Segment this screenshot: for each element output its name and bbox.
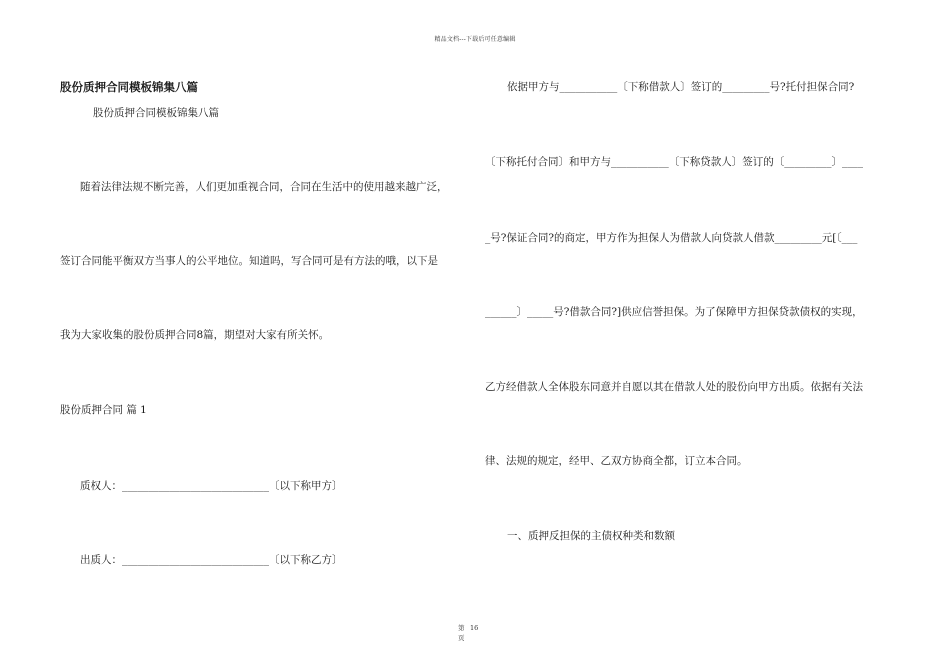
pledgor-field: 出质人：____________________________〔以下称乙方〕 [80, 554, 343, 566]
page-label-top: 第 [458, 624, 465, 632]
document-subtitle: 股份质押合同模板锦集八篇 [93, 107, 219, 119]
page-header: 精品文档---下载后可任意编辑 [434, 36, 516, 43]
page-label-bottom: 页 [458, 634, 465, 642]
clause-line-1: 依据甲方与___________〔下称借款人〕签订的_________号?托付担保合同? [507, 81, 855, 93]
clause-line-3: _号?保证合同?的商定，甲方作为担保人为借款人向贷款人借款_________元[〔___ [485, 232, 858, 244]
clause-line-4: ______〕_____号?借款合同?]供应信誉担保。为了保障甲方担保贷款债权的实现， [485, 306, 863, 318]
section-heading-contract-1: 股份质押合同 篇 1 [60, 404, 147, 416]
clause-line-6: 律、法规的规定，经甲、乙双方协商全都，订立本合同。 [485, 455, 748, 467]
pledgee-field: 质权人：____________________________〔以下称甲方〕 [80, 480, 343, 492]
document-title: 股份质押合同模板锦集八篇 [60, 80, 198, 94]
intro-paragraph-line-2: 签订合同能平衡双方当事人的公平地位。知道吗，写合同可是有方法的哦，以下是 [60, 255, 438, 267]
intro-paragraph-line-3: 我为大家收集的股份质押合同8篇，期望对大家有所关怀。 [60, 329, 330, 341]
clause-line-5: 乙方经借款人全体股东同意并自愿以其在借款人处的股份向甲方出质。依据有关法 [485, 381, 863, 393]
page-number: 16 [470, 624, 479, 632]
section-heading-principal-claim: 一、质押反担保的主债权种类和数额 [507, 530, 675, 542]
intro-paragraph-line-1: 随着法律法规不断完善，人们更加重视合同，合同在生活中的使用越来越广泛， [80, 181, 448, 193]
clause-line-2: 〔下称托付合同〕和甲方与___________〔下称贷款人〕签订的〔_________〕____ [485, 156, 863, 168]
